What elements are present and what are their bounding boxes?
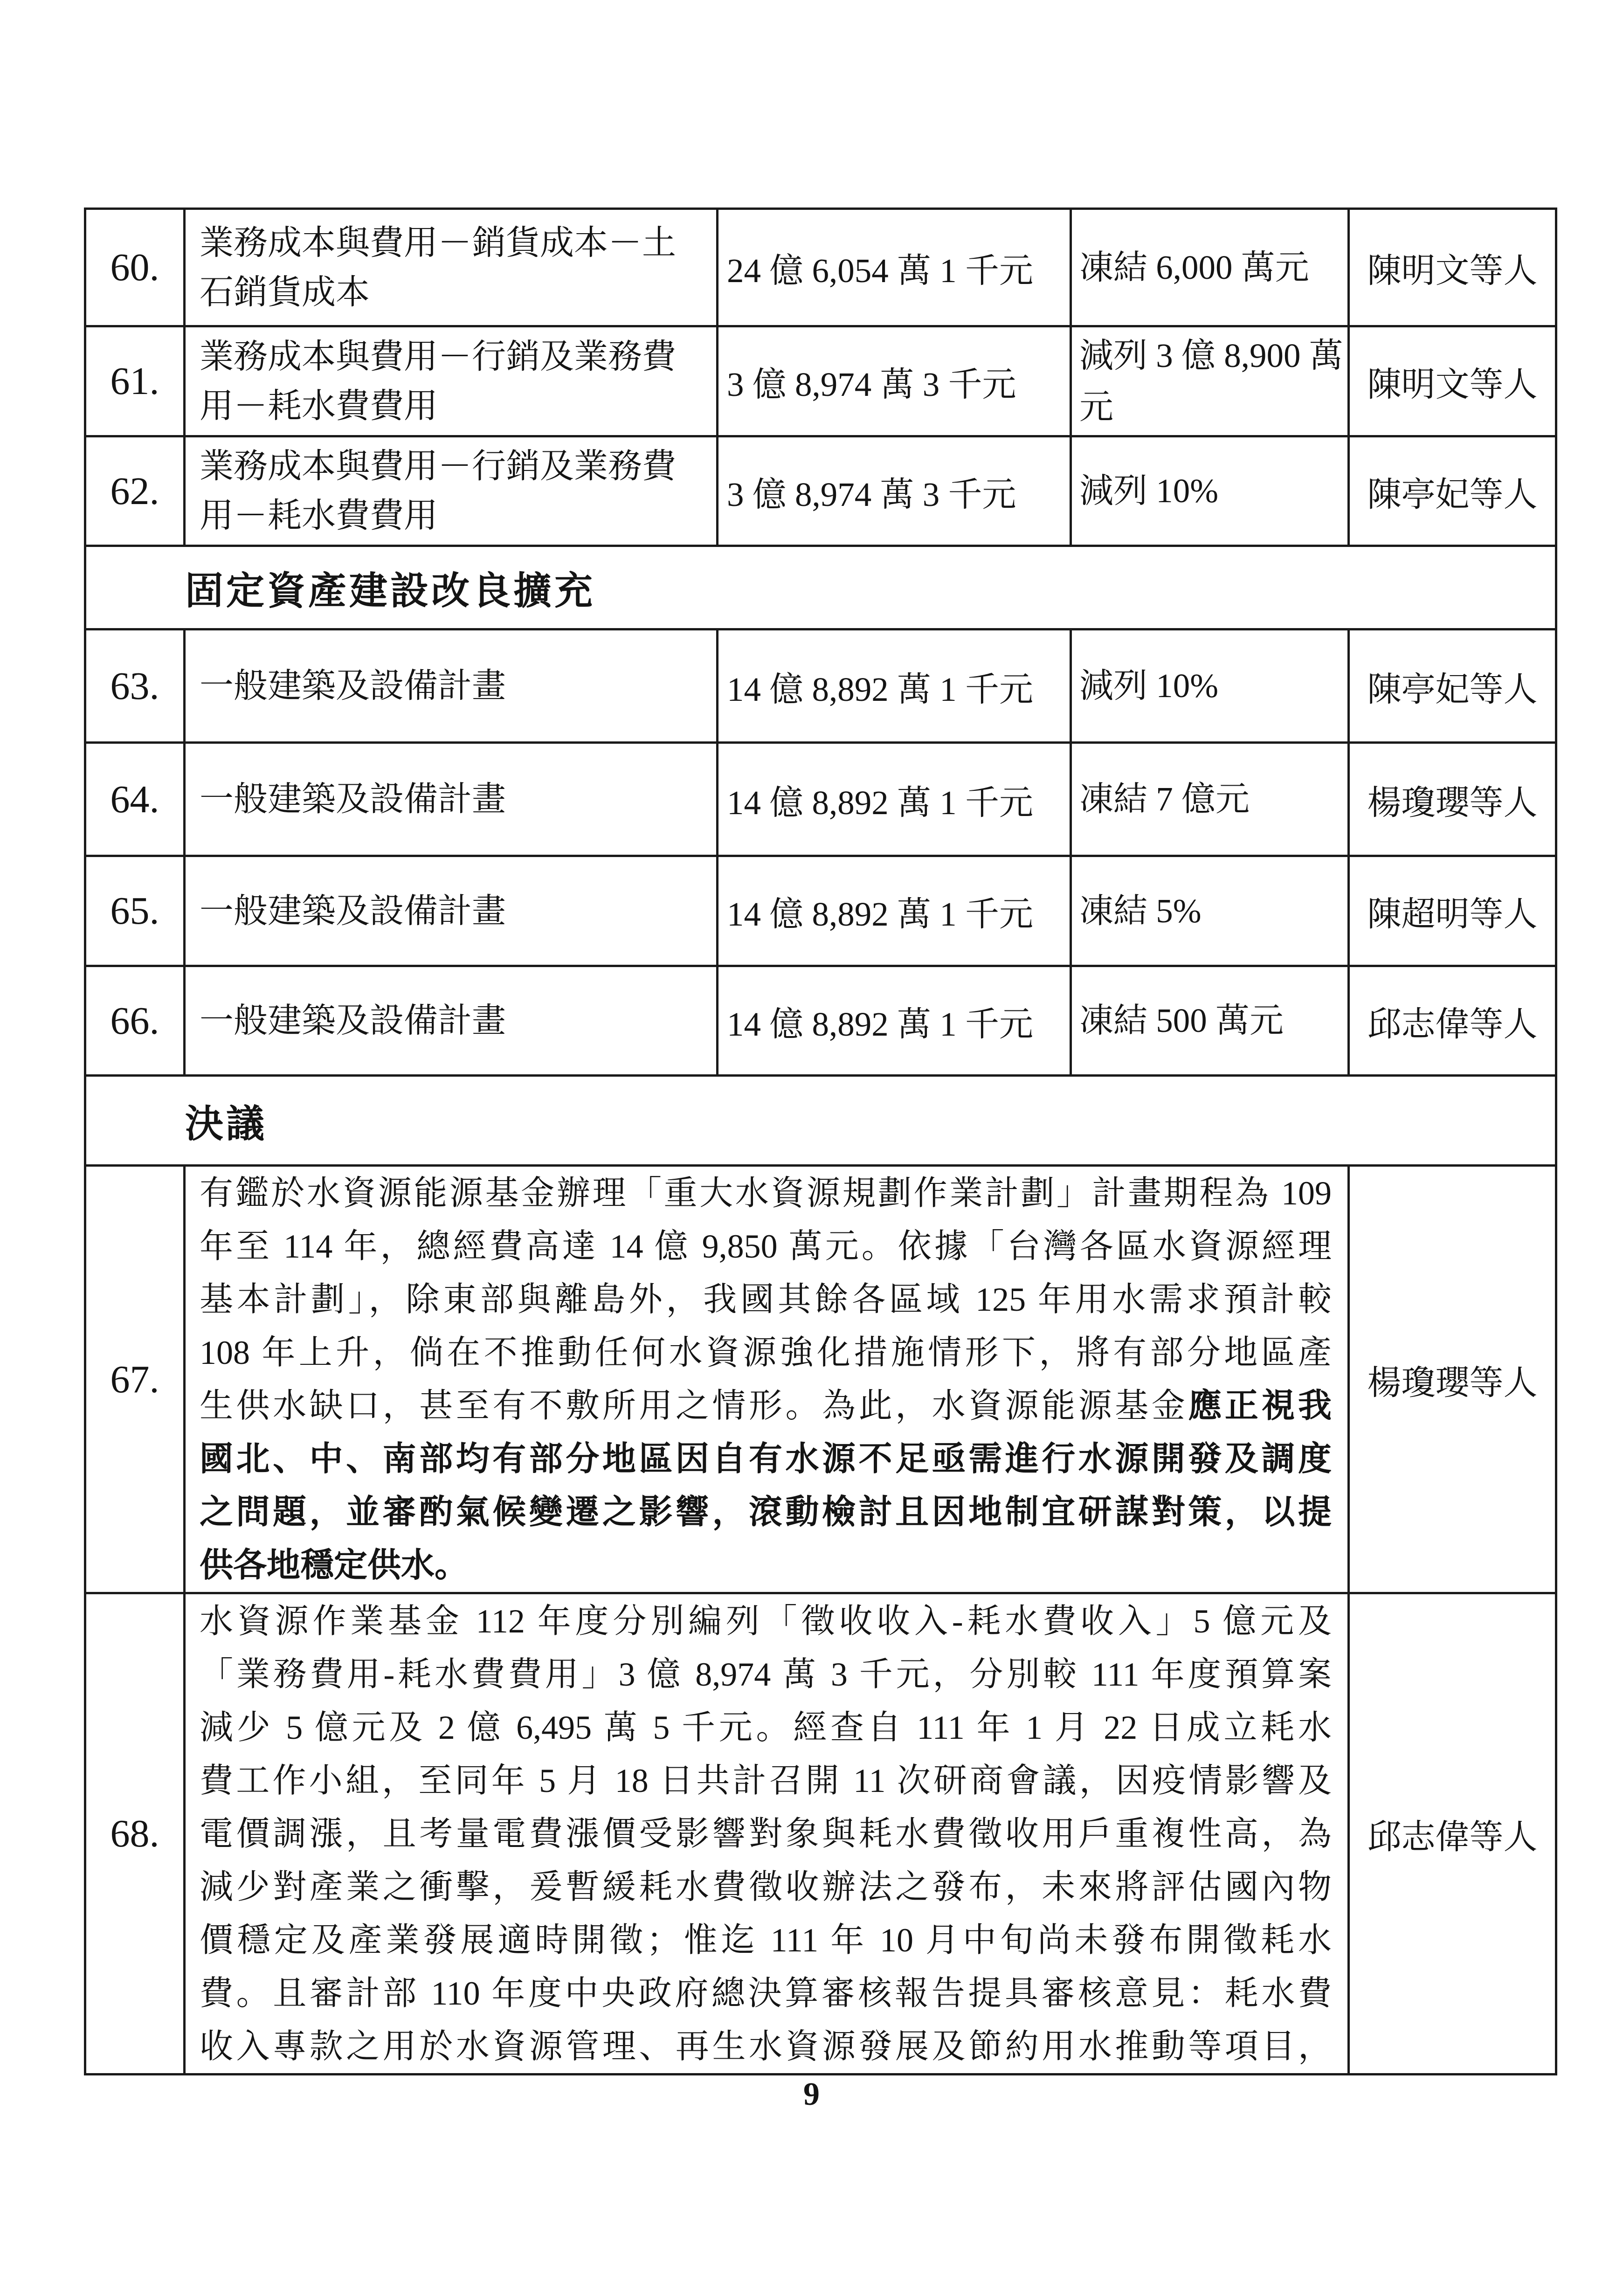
proposed-action: 減列 10% [1071, 629, 1349, 743]
resolution-text-line: 之問題，並審酌氣候變遷之影響，滾動檢討且因地制宜研謀對策，以提 [200, 1494, 1332, 1531]
proposed-action: 凍結 7 億元 [1071, 743, 1349, 856]
resolution-text-line: 有鑑於水資源能源基金辦理「重大水資源規劃作業計劃」計畫期程為 109 [200, 1175, 1332, 1212]
row-number: 60. [85, 209, 185, 326]
resolution-text-line: 「業務費用-耗水費費用」3 億 8,974 萬 3 千元，分別較 111 年度預算案 [200, 1655, 1332, 1693]
budget-amount: 14 億 8,892 萬 1 千元 [718, 966, 1071, 1076]
budget-amount: 3 億 8,974 萬 3 千元 [718, 326, 1071, 436]
proposer: 邱志偉等人 [1349, 966, 1556, 1076]
budget-amount: 14 億 8,892 萬 1 千元 [718, 743, 1071, 856]
proposer: 陳亭妃等人 [1349, 629, 1556, 743]
resolution-text-line: 國北、中、南部均有部分地區因自有水源不足亟需進行水源開發及調度 [200, 1440, 1332, 1478]
resolution-text-line: 電價調漲，且考量電費漲價受影響對象與耗水費徵收用戶重複性高，為 [200, 1815, 1332, 1853]
budget-item: 一般建築及設備計畫 [185, 856, 718, 966]
resolution-row [85, 1593, 1556, 2075]
table-row [85, 209, 1556, 326]
resolution-text-line: 年至 114 年，總經費高達 14 億 9,850 萬元。依據「台灣各區水資源經理 [200, 1228, 1332, 1265]
budget-review-table [84, 207, 1557, 2075]
budget-amount: 24 億 6,054 萬 1 千元 [718, 209, 1071, 326]
row-number: 64. [85, 743, 185, 856]
row-number: 66. [85, 966, 185, 1076]
budget-amount: 3 億 8,974 萬 3 千元 [718, 436, 1071, 546]
resolution-text [185, 1593, 1349, 2075]
row-number: 68. [85, 1593, 185, 2075]
resolution-text-line: 水資源作業基金 112 年度分別編列「徵收收入-耗水費收入」5 億元及 [200, 1602, 1332, 1640]
table-row [85, 629, 1556, 743]
resolution-text-line: 減少對產業之衝擊，爰暫緩耗水費徵收辦法之發布，未來將評估國內物 [200, 1868, 1332, 1906]
row-number: 67. [85, 1166, 185, 1593]
table-row [85, 743, 1556, 856]
proposer: 陳亭妃等人 [1349, 436, 1556, 546]
table-row [85, 326, 1556, 436]
row-number: 62. [85, 436, 185, 546]
resolution-row [85, 1166, 1556, 1593]
section-header: 決議 [85, 1076, 1556, 1166]
proposed-action: 凍結 5% [1071, 856, 1349, 966]
row-number: 63. [85, 629, 185, 743]
table-row [85, 436, 1556, 546]
resolution-text-line: 供各地穩定供水。 [200, 1547, 469, 1584]
budget-amount: 14 億 8,892 萬 1 千元 [718, 629, 1071, 743]
resolution-text-line: 價穩定及產業發展適時開徵；惟迄 111 年 10 月中旬尚未發布開徵耗水 [200, 1921, 1332, 1959]
proposer: 陳明文等人 [1349, 326, 1556, 436]
resolution-text-line: 費。且審計部 110 年度中央政府總決算審核報告提具審核意見：耗水費 [200, 1974, 1332, 2012]
proposed-action: 減列 3 億 8,900 萬元 [1071, 326, 1349, 436]
resolution-text-line: 收入專款之用於水資源管理、再生水資源發展及節約用水推動等項目， [200, 2027, 1332, 2065]
proposed-action: 凍結 500 萬元 [1071, 966, 1349, 1076]
proposer: 邱志偉等人 [1349, 1593, 1556, 2075]
budget-item: 一般建築及設備計畫 [185, 743, 718, 856]
proposed-action: 凍結 6,000 萬元 [1071, 209, 1349, 326]
resolution-text-line: 減少 5 億元及 2 億 6,495 萬 5 千元。經查自 111 年 1 月 22 日成立耗水 [200, 1708, 1332, 1746]
resolution-text-line: 費工作小組，至同年 5 月 18 日共計召開 11 次研商會議，因疫情影響及 [200, 1762, 1332, 1799]
proposer: 陳明文等人 [1349, 209, 1556, 326]
resolution-text-line: 108 年上升，倘在不推動任何水資源強化措施情形下，將有部分地區產 [200, 1334, 1332, 1371]
page-number: 9 [803, 2076, 820, 2112]
table-row [85, 856, 1556, 966]
resolution-text [185, 1166, 1349, 1593]
resolution-text-line: 生供水缺口，甚至有不敷所用之情形。為此，水資源能源基金應正視我 [200, 1387, 1332, 1425]
table-row [85, 966, 1556, 1076]
budget-item: 業務成本與費用－行銷及業務費用－耗水費費用 [185, 436, 718, 546]
row-number: 61. [85, 326, 185, 436]
section-header-row [85, 546, 1556, 629]
proposer: 楊瓊瓔等人 [1349, 1166, 1556, 1593]
section-header: 固定資產建設改良擴充 [85, 546, 1556, 629]
budget-item: 一般建築及設備計畫 [185, 629, 718, 743]
proposer: 陳超明等人 [1349, 856, 1556, 966]
budget-amount: 14 億 8,892 萬 1 千元 [718, 856, 1071, 966]
row-number: 65. [85, 856, 185, 966]
budget-item: 業務成本與費用－行銷及業務費用－耗水費費用 [185, 326, 718, 436]
budget-item: 一般建築及設備計畫 [185, 966, 718, 1076]
proposer: 楊瓊瓔等人 [1349, 743, 1556, 856]
resolution-text-line: 基本計劃」，除東部與離島外，我國其餘各區域 125 年用水需求預計較 [200, 1281, 1332, 1318]
budget-item: 業務成本與費用－銷貨成本－土石銷貨成本 [185, 209, 718, 326]
section-header-row [85, 1076, 1556, 1166]
proposed-action: 減列 10% [1071, 436, 1349, 546]
